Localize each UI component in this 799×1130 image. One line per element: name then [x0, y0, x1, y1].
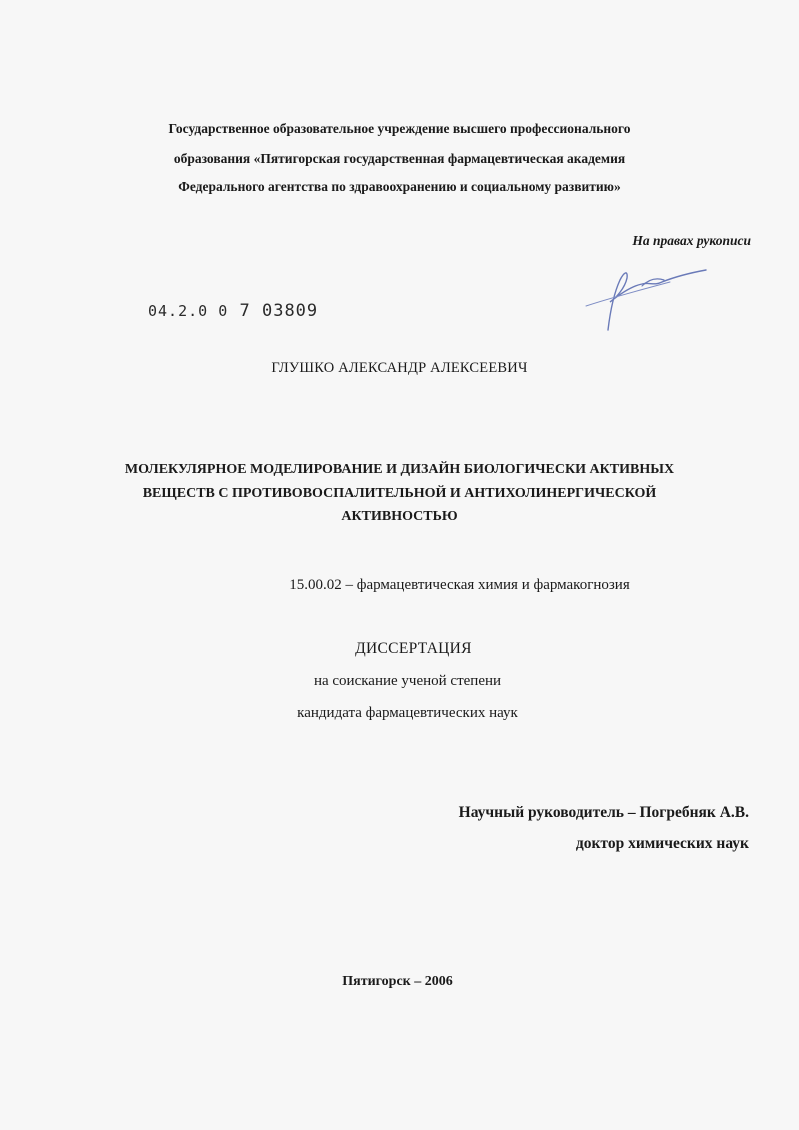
stamp-prefix: 04.2.0 0 [148, 302, 229, 320]
dissertation-degree-line-1: на соискание ученой степени [313, 673, 502, 689]
title-line-2: ВЕЩЕСТВ С ПРОТИВОВОСПАЛИТЕЛЬНОЙ И АНТИХОЛИНЕРГИЧЕСКОЙ [142, 486, 657, 501]
stamp-number: 7 03809 [239, 301, 319, 321]
dissertation-heading: ДИССЕРТАЦИЯ [355, 640, 472, 657]
author-name: ГЛУШКО АЛЕКСАНДР АЛЕКСЕЕВИЧ [271, 360, 528, 376]
archive-stamp-number [148, 301, 318, 321]
institution-line-3: Федерального агентства по здравоохранению и социальному развитию» [178, 179, 621, 194]
institution-line-2: образования «Пятигорская государственная фармацевтическая академия [173, 151, 626, 166]
institution-line-1: Государственное образовательное учреждение высшего профессионального [168, 121, 631, 136]
title-line-1: МОЛЕКУЛЯРНОЕ МОДЕЛИРОВАНИЕ И ДИЗАЙН БИОЛОГИЧЕСКИ АКТИВНЫХ [124, 462, 675, 477]
title-line-3: АКТИВНОСТЬЮ [341, 509, 458, 524]
handwritten-signature [580, 258, 720, 338]
rights-note: На правах рукописи [632, 233, 751, 248]
specialty-code: 15.00.02 – фармацевтическая химия и фармакогнозия [289, 577, 630, 593]
supervisor-line-2: доктор химических наук [575, 835, 749, 852]
supervisor-line-1: Научный руководитель – Погребняк А.В. [458, 804, 749, 821]
dissertation-degree-line-2: кандидата фармацевтических наук [297, 705, 518, 721]
city-year: Пятигорск – 2006 [342, 974, 453, 989]
